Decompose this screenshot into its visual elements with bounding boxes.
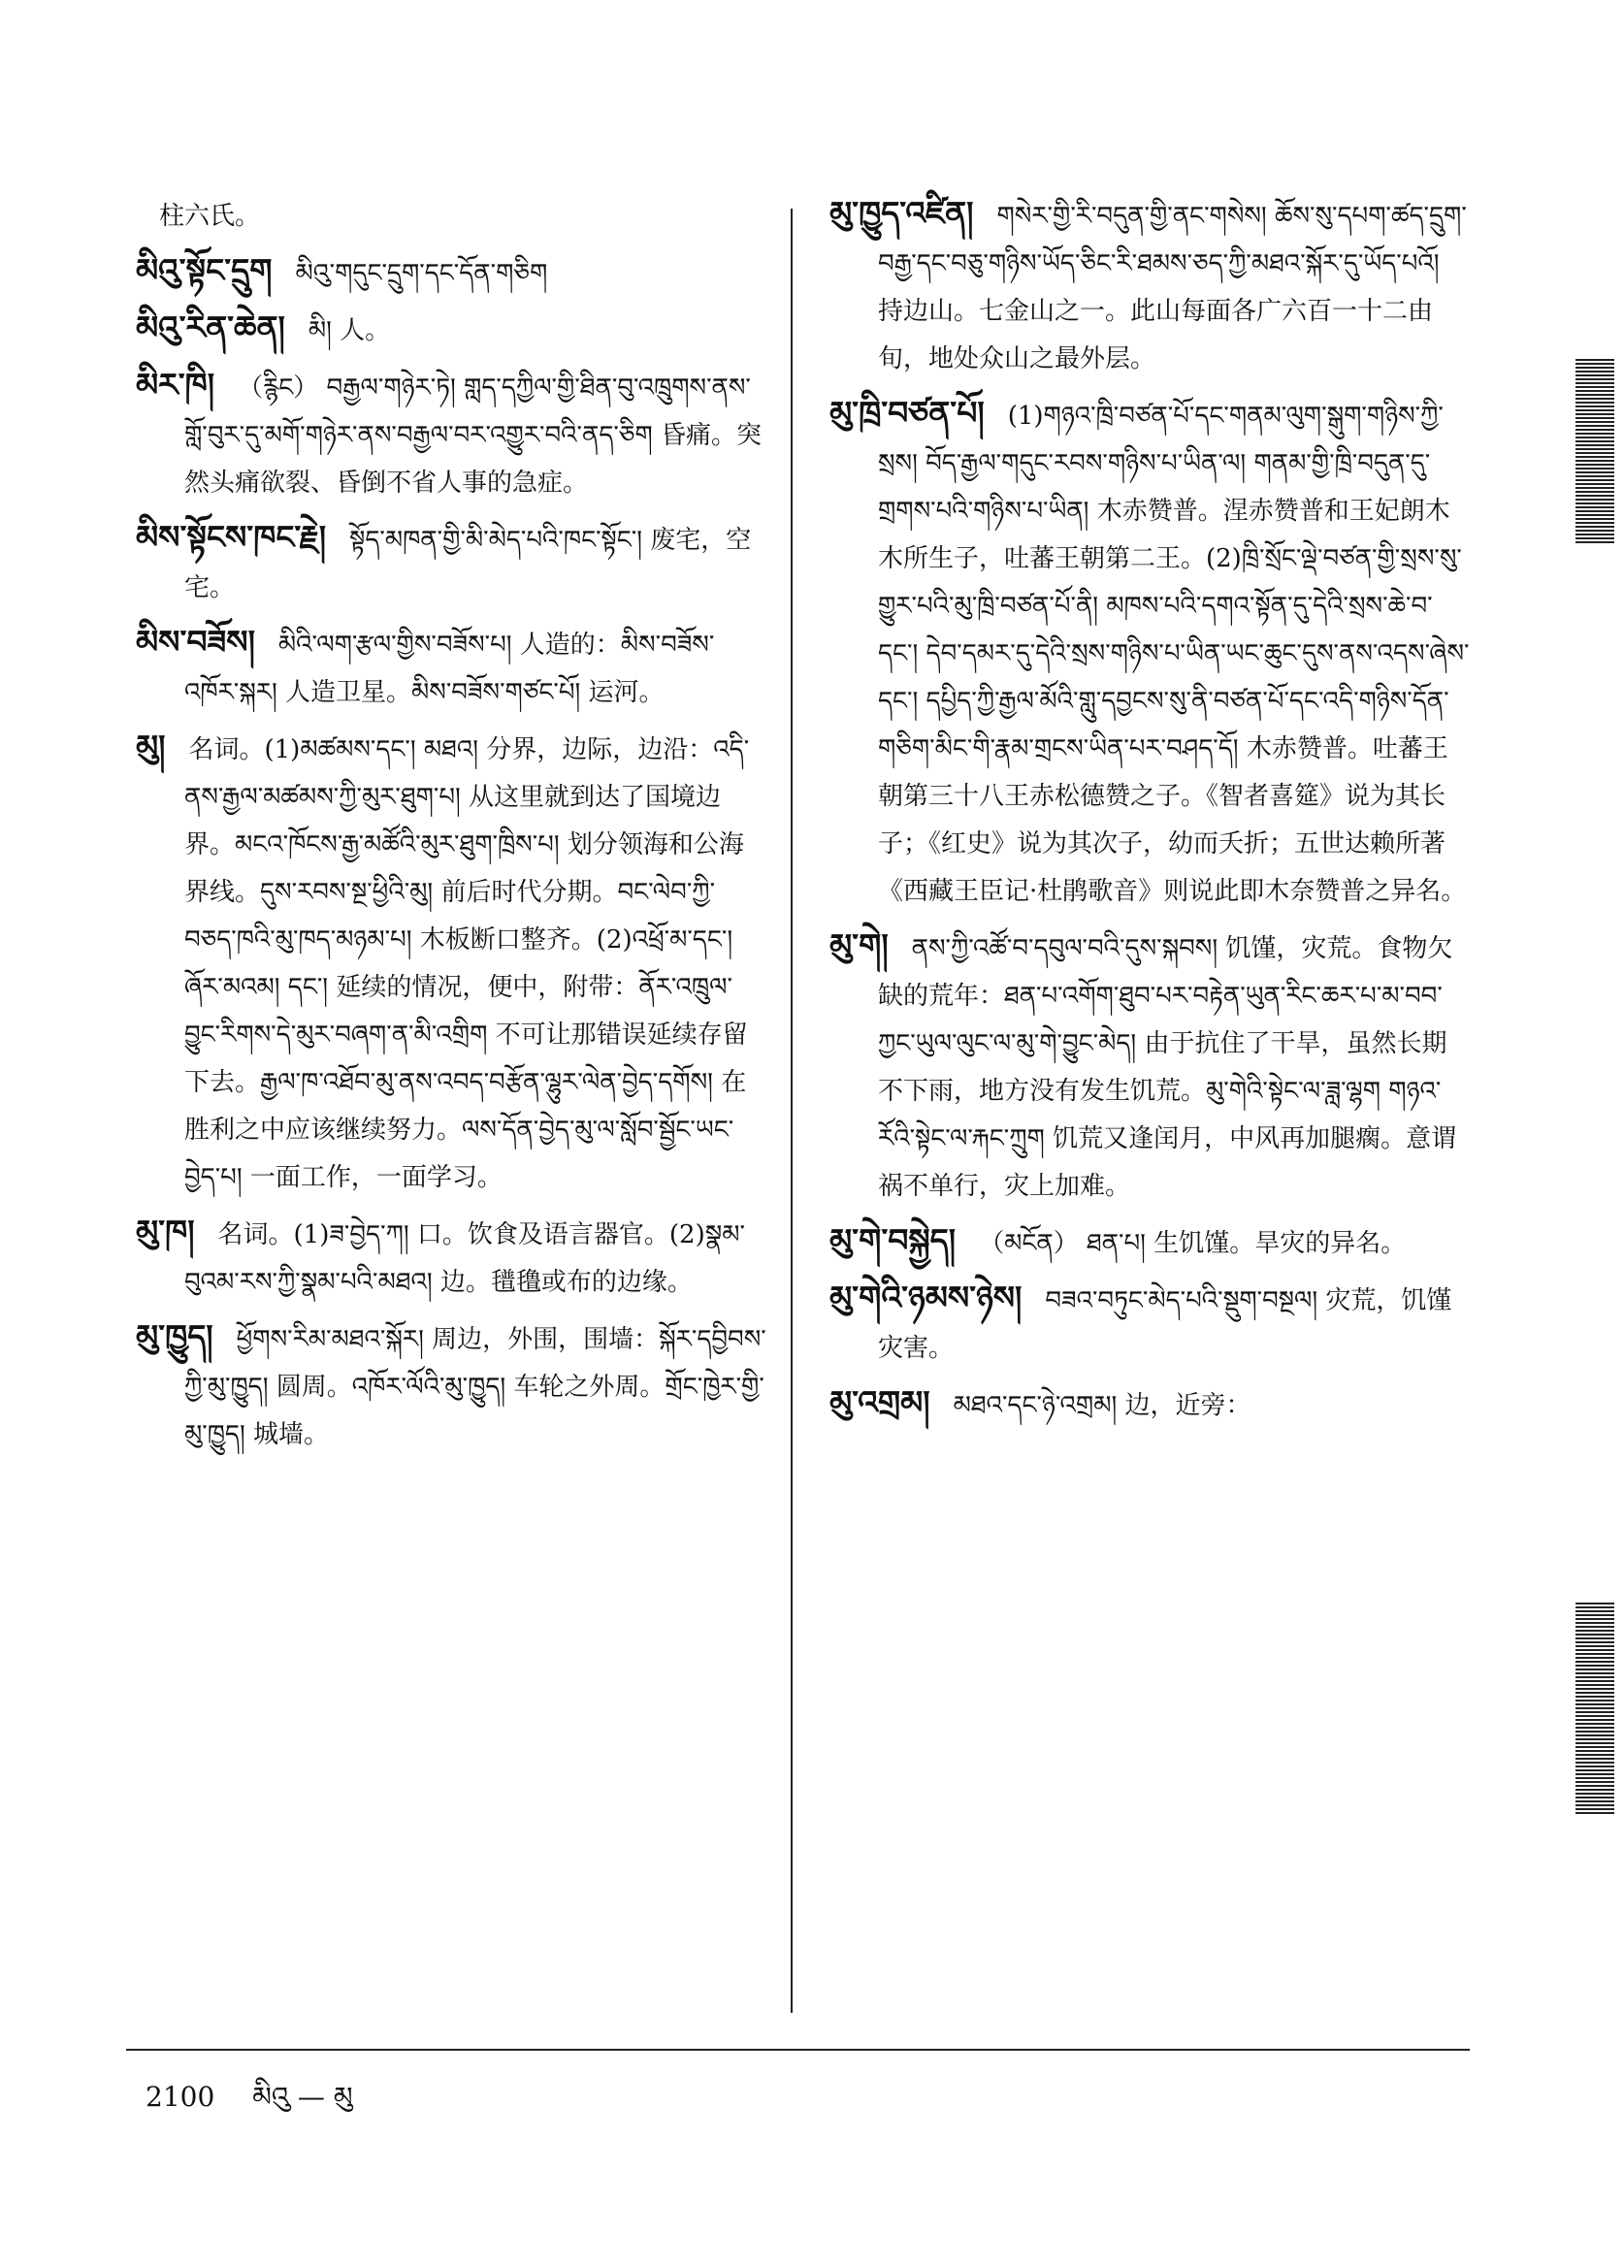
definition: ནས་ཀྱི་འཚོ་བ་དབུལ་བའི་དུས་སྐབས། 饥馑，灾荒。食物欠缺的荒年：ཐན་པ་འགོག་ཐུབ་པར་བརྟེན་ཡུན་རིང་ཆར་པ་མ་བབ་ཀྱང་ཡུལ་ལུང་ལ་མུ་གེ་བྱུང་མེད། 由于抗住了干旱，虽然长期不下雨，地方没有发生饥荒。མུ་གེའི་སྟེང་ལ་ཟླ་ལྷག གཉའ་རོའི་སྟེང་ལ་རྐང་ཀྲུག 饥荒又逢闰月，中风再加腿瘸。意谓祸不单行，灾上加难。	[878, 934, 1457, 1201]
definition: （རྙིང） བརྒྱལ་གཉེར་ཏེ། གླད་དཀྱིལ་གྱི་ཐིན་བུ་འཁྲུགས་ནས་གློ་བུར་དུ་མགོ་གཉེར་ནས་བརྒྱལ་བར་འགྱུར་བའི་ནད་ཅིག 昏痛。突然头痛欲裂、昏倒不省人事的急症。	[184, 373, 762, 498]
definition: སྟོད་མཁན་གྱི་མི་མེད་པའི་ཁང་སྟོང་། 废宅，空宅。	[184, 526, 752, 602]
entry	[126, 361, 766, 507]
headword: མུ་ཁྲི་བཙན་པོ།	[829, 394, 985, 432]
entry	[820, 189, 1470, 383]
entry	[820, 1274, 1470, 1373]
page-number: 2100	[146, 2081, 215, 2113]
definition: ཕྱོགས་རིམ་མཐའ་སྐོར། 周边，外围，围墙：སྐོར་དབྱིབས་ཀྱི་མུ་ཁྱུད། 圆周。འཁོར་ལོའི་མུ་ཁྱུད། 车轮之外周。གྲོང་ཁྱེར་གྱི་མུ་ཁྱུད། 城墙。	[184, 1325, 766, 1449]
headword: མུ་འགྲམ།	[829, 1383, 930, 1421]
entry	[126, 1208, 766, 1307]
headword: མིའུ་སྟོང་དྲུག	[136, 251, 273, 289]
scan-edge-mark	[1575, 359, 1614, 543]
entry	[820, 389, 1470, 916]
headword: མིའུ་རིན་ཆེན།	[136, 308, 285, 346]
headword: མིས་སྟོངས་ཁང་རྗེ།	[136, 518, 327, 556]
entry	[126, 304, 766, 355]
headword: མུ་གེ།	[829, 926, 889, 964]
headword: མིས་བཟོས།	[136, 623, 255, 661]
entry	[820, 1216, 1470, 1268]
definition: 名词。(1)མཚམས་དང་། མཐའ། 分界，边际，边沿：འདི་ནས་རྒྱལ་མཚམས་ཀྱི་མུར་ཐུག་པ། 从这里就到达了国境边界。མངའ་ཁོངས་རྒྱ་མཚོའི་མུར་ཐུག་ཁྲིས་པ། 划分领海和公海界线。དུས་རབས་སྔ་ཕྱིའི་མུ། 前后时代分期。བང་ལེབ་ཀྱི་བཅད་ཁའི་མུ་ཁད་མཉམ་པ། 木板断口整齐。(2)འཕྲོ་མ་དང་། ཞོར་མའམ། དང་། 延续的情况，便中，附带：ནོར་འཁྲུལ་བྱུང་རིགས་དེ་མུར་བཞག་ན་མི་འགྲིག 不可让那错误延续存留下去。རྒྱལ་ཁ་འཐོབ་མུ་ནས་འབད་བརྩོན་ལྷུར་ལེན་བྱེད་དགོས། 在胜利之中应该继续努力。ལས་དོན་བྱེད་མུ་ལ་སློབ་སྦྱོང་ཡང་བྱེད་པ། 一面工作，一面学习。	[184, 735, 750, 1192]
entry	[126, 246, 766, 298]
definition: 名词。(1)ཟ་བྱེད་ཀ། 口。饮食及语言器官。(2)སྣམ་བུའམ་རས་ཀྱི་སྣམ་པའི་མཐའ། 边。氆氇或布的边缘。	[184, 1220, 746, 1297]
left-column	[126, 189, 766, 1465]
definition: བཟའ་བཏུང་མེད་པའི་སྡུག་བསྔལ། 灾荒，饥馑灾害。	[878, 1286, 1452, 1363]
headword: མུ་གེ་བསྐྱེད།	[829, 1221, 957, 1259]
right-column	[820, 189, 1470, 1436]
headword: མུ་གེའི་ཉམས་ཉེས།	[829, 1279, 1023, 1316]
headword: མུ་ཁྱུད།	[136, 1317, 213, 1355]
entry	[820, 1378, 1470, 1430]
headword: མུ།	[136, 728, 166, 765]
scan-edge-mark	[1575, 1601, 1614, 1814]
definition: 柱六氏。	[159, 202, 261, 231]
headword: མུ་ཁྱུད་འཛིན།	[829, 194, 974, 232]
footer-rule	[126, 2049, 1470, 2051]
definition: (1)གཉའ་ཁྲི་བཙན་པོ་དང་གནམ་ལུག་སྒུག་གཉིས་ཀྱི་སྲས། བོད་རྒྱལ་གདུང་རབས་གཉིས་པ་ཡིན་ལ། གནམ་གྱི་ཁྲི་བདུན་དུ་གྲགས་པའི་གཉིས་པ་ཡིན། 木赤赞普。涅赤赞普和王妃朗木木所生子，吐蕃王朝第二王。(2)ཁྲི་སྲོང་ལྡེ་བཙན་གྱི་སྲས་སུ་གྱུར་པའི་མུ་ཁྲི་བཙན་པོ་ནི། མཁས་པའི་དགའ་སྟོན་དུ་དེའི་སྲས་ཆེ་བ་དང་། དེབ་དམར་དུ་དེའི་སྲས་གཉིས་པ་ཡིན་ཡང་ཆུང་དུས་ནས་འདས་ཞེས་དང་། དཔྱིད་ཀྱི་རྒྱལ་མོའི་གླུ་དབྱངས་སུ་ནི་བཙན་པོ་དང་འདི་གཉིས་དོན་གཅིག་མིང་གི་རྣམ་གྲངས་ཡིན་པར་བཤད་དོ། 木赤赞普。吐蕃王朝第三十八王赤松德赞之子。《智者喜筵》说为其长子；《红史》说为其次子，幼而夭折；五世达赖所著《西藏王臣记·杜鹃歌音》则说此即木奈赞普之异名。	[878, 402, 1470, 906]
definition: མཐའ་དང་ཉེ་འགྲམ། 边，近旁：	[953, 1391, 1251, 1420]
definition: གསེར་གྱི་རི་བདུན་གྱི་ནང་གསེས། ཆོས་སུ་དཔག་ཚད་དྲུག་བརྒྱ་དང་བཅུ་གཉིས་ཡོད་ཅིང་རི་ཐམས་ཅད་ཀྱི་མཐའ་སྐོར་དུ་ཡོད་པའོ། 持边山。七金山之一。此山每面各广六百一十二由旬，地处众山之最外层。	[878, 202, 1467, 373]
entry	[126, 1312, 766, 1459]
entry	[126, 189, 766, 241]
page-footer	[146, 2066, 382, 2143]
definition: མིའུ་གདུང་དྲུག་དང་དོན་གཅིག	[295, 259, 548, 288]
headword: མུ་ཁ།	[136, 1213, 195, 1250]
entry-range: མིའུ — མུ	[252, 2081, 353, 2113]
definition: མི། 人。	[308, 316, 391, 345]
entry	[126, 723, 766, 1202]
headword: མིར་ཁི།	[136, 366, 215, 404]
entry	[126, 618, 766, 717]
column-divider	[791, 209, 793, 2013]
definition: （མངོན） ཐན་པ། 生饥馑。旱灾的异名。	[979, 1229, 1407, 1258]
entry	[820, 922, 1470, 1211]
definition: མིའི་ལག་རྩལ་གྱིས་བཟོས་པ། 人造的：མིས་བཟོས་འཁོར་སྐར། 人造卫星。མིས་བཟོས་གཙང་པོ། 运河。	[184, 631, 715, 707]
entry	[126, 513, 766, 612]
